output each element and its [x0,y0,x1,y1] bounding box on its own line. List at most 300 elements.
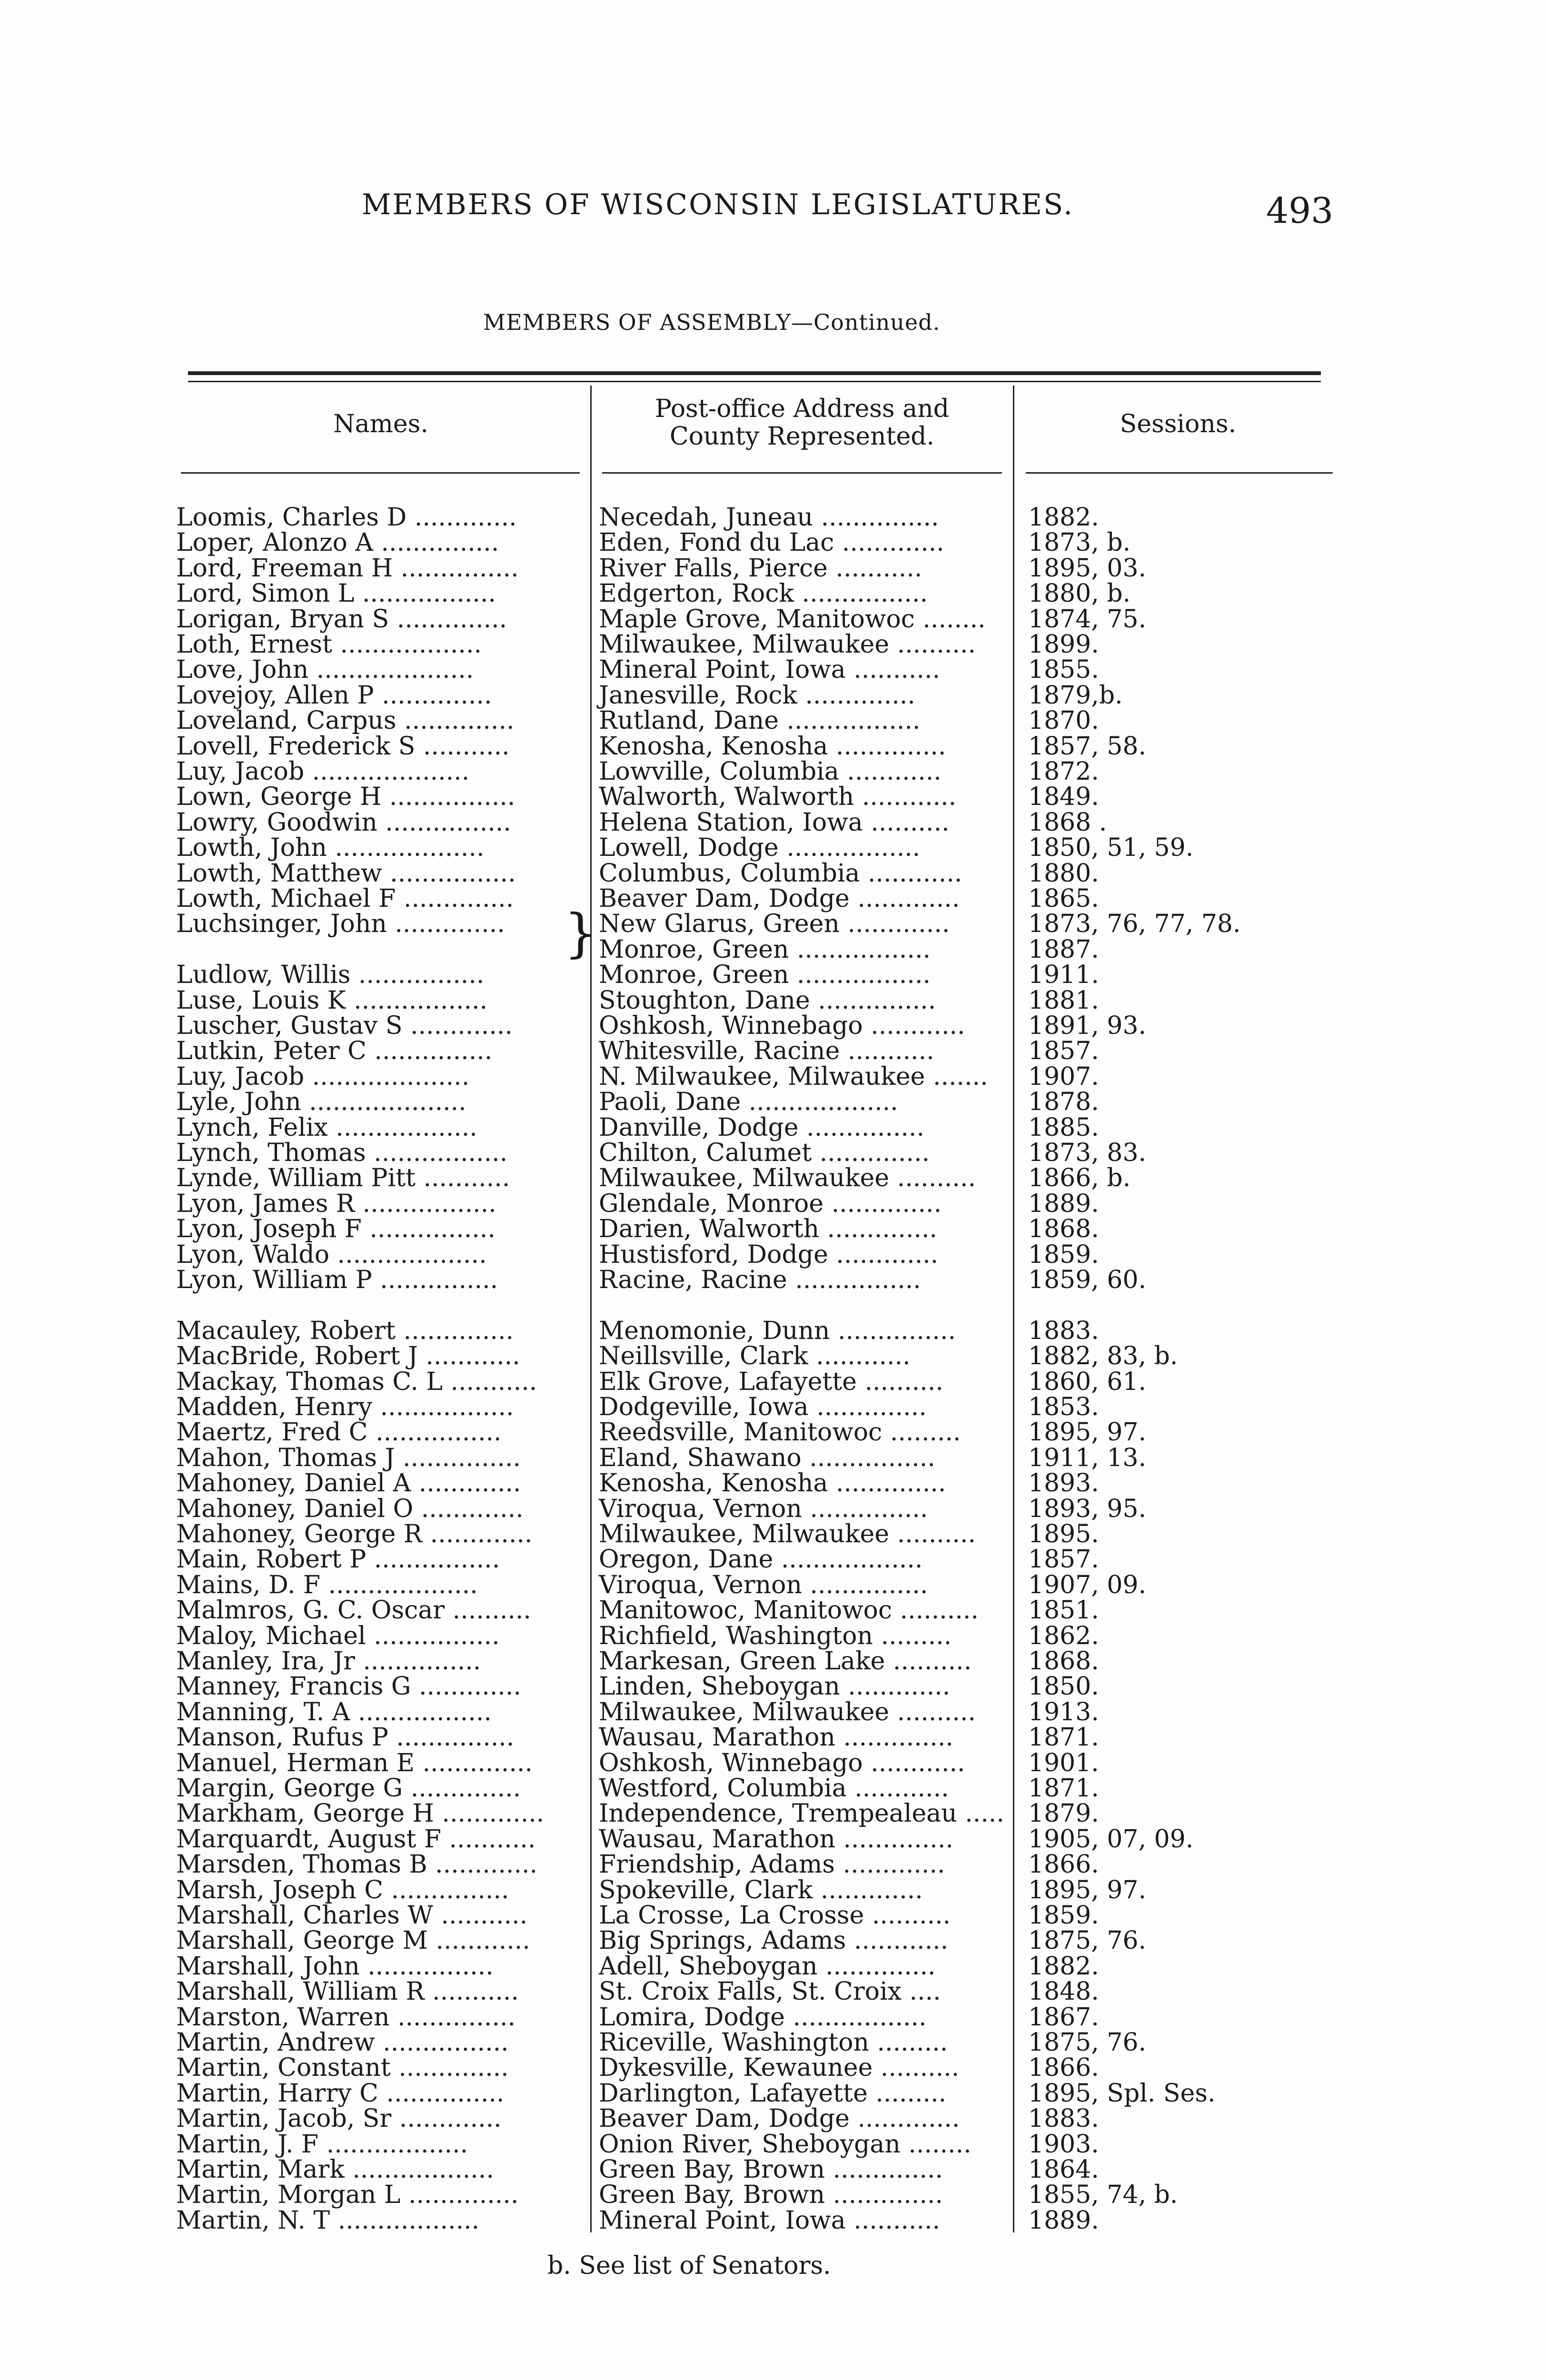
address-text: Beaver Dam, Dodge [599,2104,850,2133]
dot-leader: .................. [332,630,482,659]
dot-leader: ............ [860,859,962,888]
address-text: Beaver Dam, Dodge [599,884,850,913]
luchsinger-brace: } [564,902,597,963]
sessions-text: 1851. [1028,1596,1099,1625]
dot-leader: ............. [828,1240,939,1269]
name-text: Marshall, George M [176,1926,428,1955]
sessions-text: 1875, 76. [1028,1926,1147,1955]
dot-leader: .................. [330,2206,480,2235]
address-cell [599,2004,927,2030]
sessions-text: 1901. [1028,1749,1099,1777]
dot-leader: .............. [825,2155,943,2184]
address-cell [599,937,931,962]
address-cell [599,2030,948,2055]
address-text: Walworth, Walworth [599,783,854,811]
address-cell [599,1826,953,1852]
dot-leader: ............. [835,1850,945,1879]
sessions-cell [1028,1064,1099,1090]
dot-leader: .............. [828,1469,946,1497]
address-cell [599,1242,938,1268]
sessions-cell [1028,606,1146,632]
name-cell [176,2106,502,2132]
name-text: Martin, Harry C [176,2079,378,2108]
address-text: Big Springs, Adams [599,1926,846,1955]
name-cell [176,1597,531,1623]
dot-leader: .................. [773,1545,923,1574]
address-text: Eden, Fond du Lac [599,528,834,557]
sessions-cell [1028,632,1099,657]
sessions-text: 1853. [1028,1393,1099,1421]
address-cell [599,1521,976,1547]
dot-leader: ............. [411,1672,521,1701]
dot-leader: ......... [867,2079,947,2108]
name-cell [176,1470,521,1496]
address-text: Whitesville, Racine [599,1037,840,1065]
name-text: Lynch, Felix [176,1113,328,1142]
address-cell [599,1903,951,1928]
dot-leader: ................ [361,1215,496,1243]
dot-leader: ........... [441,1825,536,1854]
address-text: Columbus, Columbia [599,859,860,888]
address-cell [599,708,921,734]
sessions-text: 1871. [1028,1723,1099,1752]
address-text: Manitowoc, Manitowoc [599,1596,892,1625]
dot-leader: .......... [889,1698,976,1726]
top-rule-thick [188,371,1321,375]
name-text: Mackay, Thomas C. L [176,1368,443,1396]
name-text: Malmros, G. C. Oscar [176,1596,445,1625]
dot-leader: .................... [304,1062,470,1091]
address-text: Wausau, Marathon [599,1723,835,1752]
name-cell [176,2055,509,2081]
name-text: Luchsinger, John [176,910,387,938]
dot-leader: ............... [802,1495,928,1523]
header-address-line2: County Represented. [669,422,935,451]
address-text: Green Bay, Brown [599,2155,825,2184]
sessions-text: 1855, 74, b. [1028,2181,1178,2209]
address-text: Westford, Columbia [599,1774,847,1803]
name-cell [176,1699,492,1725]
name-text: Lowth, Matthew [176,859,382,888]
dot-leader: .......... [892,1596,979,1625]
dot-leader: ................ [375,2028,509,2057]
name-cell [176,861,516,886]
name-text: Mahoney, Daniel A [176,1469,411,1497]
dot-leader: .......... [889,630,976,659]
sessions-cell [1028,1419,1146,1445]
sessions-text: 1879,b. [1028,681,1123,710]
address-cell [599,1648,971,1674]
name-text: Manney, Francis G [176,1672,411,1701]
dot-leader: ....... [925,1062,988,1091]
sessions-cell [1028,1216,1099,1242]
dot-leader: .............. [386,910,505,938]
address-cell [599,2208,940,2233]
address-cell [599,2157,943,2182]
address-cell [599,861,962,886]
sessions-text: 1865. [1028,884,1099,913]
address-cell [599,1394,927,1420]
name-text: Martin, J. F [176,2130,319,2159]
address-text: Markesan, Green Lake [599,1647,885,1676]
sessions-text: 1895, 97. [1028,1418,1147,1447]
name-cell [176,988,487,1013]
sessions-cell [1028,708,1099,734]
sessions-text: 1911. [1028,961,1099,989]
dot-leader: .......... [872,2053,960,2082]
sessions-cell [1028,1496,1146,1522]
name-text: Loth, Ernest [176,630,332,659]
sessions-text: 1868. [1028,1215,1099,1243]
address-text: La Crosse, La Crosse [599,1901,864,1930]
sessions-text: 1903. [1028,2130,1099,2159]
dot-leader: ................... [741,1088,898,1116]
sessions-cell [1028,505,1099,530]
sessions-text: 1907, 09. [1028,1571,1147,1599]
address-text: Stoughton, Dane [599,986,810,1015]
name-cell [176,581,496,606]
name-text: Lown, George H [176,783,382,811]
sessions-text: 1893, 95. [1028,1495,1147,1523]
dot-leader: .................... [304,757,470,786]
sessions-cell [1028,1038,1099,1064]
footnote: b. See list of Senators. [547,2251,831,2280]
name-text: Mahon, Thomas J [176,1444,395,1472]
name-cell [176,1140,507,1166]
name-cell [176,1725,514,1750]
dot-leader: .............. [808,1393,927,1421]
dot-leader: .............. [389,605,507,634]
sessions-text: 1873, 83. [1028,1139,1147,1167]
address-text: Darien, Walworth [599,1215,820,1243]
address-text: Kenosha, Kenosha [599,1469,828,1497]
name-text: Main, Robert P [176,1545,367,1574]
name-text: Love, John [176,655,309,684]
dot-leader: .............. [396,706,515,735]
sessions-text: 1873, 76, 77, 78. [1028,910,1241,938]
name-cell [176,1877,509,1903]
sessions-cell [1028,530,1130,555]
sessions-cell [1028,784,1099,810]
address-text: Milwaukee, Milwaukee [599,1520,890,1548]
sessions-text: 1878. [1028,1088,1099,1116]
name-text: Macauley, Robert [176,1317,396,1345]
address-text: River Falls, Pierce [599,554,828,583]
dot-leader: ............. [849,2104,960,2133]
name-cell [176,1242,487,1268]
name-text: Marsh, Joseph C [176,1876,384,1904]
sessions-cell [1028,1521,1099,1547]
dot-leader: ........... [828,554,922,583]
address-cell [599,1013,965,1039]
dot-leader: ................. [372,1393,514,1421]
name-text: Martin, Morgan L [176,2181,401,2209]
dot-leader: ......... [869,2028,948,2057]
sessions-text: 1879. [1028,1799,1099,1828]
name-cell [176,1115,477,1140]
sessions-text: 1895, 97. [1028,1876,1147,1904]
dot-leader: .............. [823,1190,942,1218]
dot-leader: ............ [417,1342,520,1370]
sessions-cell [1028,2106,1099,2132]
name-cell [176,708,515,734]
name-text: Martin, Mark [176,2155,345,2184]
sessions-cell [1028,1699,1099,1725]
address-cell [599,1318,956,1344]
address-text: Wausau, Marathon [599,1825,835,1854]
dot-leader: ................ [787,1266,921,1294]
sessions-text: 1907. [1028,1062,1099,1091]
dot-leader: ................ [366,1545,500,1574]
address-text: Janesville, Rock [599,681,797,710]
sessions-cell [1028,1394,1099,1420]
address-cell [599,1419,961,1445]
address-text: Elk Grove, Lafayette [599,1368,857,1396]
address-text: Racine, Racine [599,1266,787,1294]
name-cell [176,835,485,861]
address-cell [599,1343,911,1369]
sessions-text: 1911, 13. [1028,1444,1147,1472]
sessions-cell [1028,1267,1146,1293]
name-text: Maertz, Fred C [176,1418,368,1447]
name-text: Margin, George G [176,1774,403,1803]
dot-leader: .......... [889,1164,976,1192]
name-cell [176,911,505,937]
address-cell [599,1064,988,1090]
sessions-text: 1887. [1028,935,1099,964]
name-text: Ludlow, Willis [176,961,351,989]
sessions-text: 1866. [1028,1850,1099,1879]
name-text: Marshall, William R [176,1977,425,2006]
dot-leader: ........ [900,2130,971,2159]
address-text: Lomira, Dodge [599,2003,785,2032]
address-cell [599,2081,946,2106]
address-cell [599,1216,937,1242]
sessions-cell [1028,988,1099,1013]
name-text: Martin, N. T [176,2206,330,2235]
sessions-text: 1860, 61. [1028,1368,1147,1396]
sessions-cell [1028,1318,1099,1344]
name-cell [176,810,511,835]
sessions-text: 1880, b. [1028,579,1131,608]
name-cell [176,1267,498,1293]
name-text: Marshall, John [176,1952,360,1981]
dot-leader: ............ [427,1926,530,1955]
address-cell [599,1674,950,1699]
address-text: Dykesville, Kewaunee [599,2053,873,2082]
dot-leader: ............... [798,1113,925,1142]
dot-leader: .............. [400,2181,519,2209]
address-cell [599,2132,971,2157]
address-text: Adell, Sheboygan [599,1952,818,1981]
dot-leader: ............. [840,910,950,938]
sessions-text: 1872. [1028,757,1099,786]
dot-leader: .............. [396,1317,514,1345]
sessions-text: 1889. [1028,1190,1099,1218]
dot-leader: ............... [802,1571,928,1599]
dot-leader: ............... [810,986,936,1015]
sessions-text: 1866. [1028,2053,1099,2082]
address-cell [599,1597,979,1623]
name-cell [176,2004,515,2030]
address-text: Chilton, Calumet [599,1139,812,1167]
sessions-cell [1028,1979,1099,2004]
address-cell [599,2055,959,2081]
address-cell [599,2106,960,2132]
dot-leader: .............. [374,681,492,710]
sessions-cell [1028,581,1130,606]
dot-leader: .......... [862,808,950,837]
sessions-text: 1862. [1028,1622,1099,1650]
name-cell [176,759,469,784]
sessions-cell [1028,1826,1193,1852]
dot-leader: ............. [422,1520,533,1548]
dot-leader: ............. [406,503,517,532]
dot-leader: ............ [862,1012,965,1040]
name-cell [176,2081,504,2106]
sessions-cell [1028,1242,1099,1268]
address-cell [599,1470,946,1496]
dot-leader: ............. [813,1876,923,1904]
address-text: Friendship, Adams [599,1850,835,1879]
address-cell [599,581,928,606]
sessions-cell [1028,1750,1099,1776]
address-text: Kenosha, Kenosha [599,732,828,761]
dot-leader: ............. [411,1469,521,1497]
name-cell [176,530,499,555]
dot-leader: ............... [388,1723,515,1752]
address-cell [599,962,931,988]
address-cell [599,988,936,1013]
name-cell [176,2132,468,2157]
dot-leader: .............. [396,884,514,913]
address-text: Riceville, Washington [599,2028,869,2057]
address-text: Milwaukee, Milwaukee [599,1164,890,1192]
sessions-text: 1864. [1028,2155,1099,2184]
dot-leader: ........... [433,1901,528,1930]
name-text: MacBride, Robert J [176,1342,418,1370]
address-text: Green Bay, Brown [599,2181,825,2209]
dot-leader: ............... [389,2003,515,2032]
address-text: Paoli, Dane [599,1088,741,1116]
dot-leader: ............... [393,554,519,583]
dot-leader: ................... [320,1571,478,1599]
dot-leader: ............... [373,528,499,557]
sessions-cell [1028,1165,1130,1191]
sessions-text: 1895. [1028,1520,1099,1548]
name-cell [176,505,517,530]
name-text: Lowry, Goodwin [176,808,377,837]
dot-leader: ............... [372,1266,498,1294]
sessions-cell [1028,1191,1099,1217]
name-cell [176,1013,513,1039]
sessions-cell [1028,2132,1099,2157]
sessions-cell [1028,1725,1099,1750]
name-cell [176,1038,492,1064]
dot-leader: ................. [785,2003,927,2032]
name-text: Lovejoy, Allen P [176,681,374,710]
dot-leader: ............... [830,1317,956,1345]
dot-leader: ................. [350,1698,492,1726]
dot-leader: ................ [794,579,928,608]
name-text: Martin, Andrew [176,2028,375,2057]
sessions-cell [1028,1623,1099,1649]
dot-leader: ................ [377,808,511,837]
address-cell [599,1572,928,1598]
address-text: Viroqua, Vernon [599,1495,802,1523]
name-text: Lovell, Frederick S [176,732,416,761]
address-cell [599,1496,928,1522]
dot-leader: ............... [383,1876,509,1904]
dot-leader: ............... [813,503,939,532]
address-text: Neillsville, Clark [599,1342,808,1370]
address-cell [599,1775,949,1801]
address-text: Eland, Shawano [599,1444,802,1472]
sessions-text: 1867. [1028,2003,1099,2032]
sessions-cell [1028,2208,1099,2233]
dot-leader: ........... [415,1164,510,1192]
name-cell [176,962,484,988]
name-text: Lord, Freeman H [176,554,393,583]
address-cell [599,1623,951,1649]
name-text: Marston, Warren [176,2003,390,2032]
address-text: Lowville, Columbia [599,757,839,786]
dot-leader: .................. [327,1113,477,1142]
dot-leader: .......... [889,1520,976,1548]
sessions-text: 1871. [1028,1774,1099,1803]
address-text: Oregon, Dane [599,1545,773,1574]
name-cell [176,555,519,581]
sessions-cell [1028,1089,1099,1115]
sessions-text: 1868 . [1028,808,1107,837]
name-text: Loper, Alonzo A [176,528,373,557]
sessions-cell [1028,911,1241,937]
dot-leader: .................... [301,1088,466,1116]
sessions-cell [1028,962,1099,988]
address-text: Mineral Point, Iowa [599,2206,846,2235]
address-cell [599,734,946,759]
sessions-text: 1857, 58. [1028,732,1147,761]
address-text: Richfield, Washington [599,1622,873,1650]
address-text: Oshkosh, Winnebago [599,1749,863,1777]
sessions-cell [1028,810,1107,835]
dot-leader: .............. [414,1749,533,1777]
dot-leader: ................. [789,935,931,964]
dot-leader: ................ [381,783,515,811]
dot-leader: ............ [839,757,941,786]
sessions-text: 1850. [1028,1672,1099,1701]
address-text: Lowell, Dodge [599,833,779,862]
dot-leader: ............. [849,884,960,913]
name-cell [176,1750,533,1776]
sessions-text: 1873, b. [1028,528,1131,557]
dot-leader: ................ [366,1622,500,1650]
name-cell [176,2157,494,2182]
sessions-text: 1882. [1028,503,1099,532]
sessions-cell [1028,1928,1146,1954]
name-cell [176,734,510,759]
sessions-text: 1875, 76. [1028,2028,1147,2057]
address-cell [599,911,950,937]
address-text: Monroe, Green [599,935,789,964]
dot-leader: ................ [350,961,485,989]
header-names: Names. [333,410,428,438]
address-cell [599,1445,935,1471]
address-text: New Glarus, Green [599,910,840,938]
sessions-cell [1028,759,1099,784]
sessions-text: 1866, b. [1028,1164,1131,1192]
sessions-cell [1028,1852,1099,1877]
